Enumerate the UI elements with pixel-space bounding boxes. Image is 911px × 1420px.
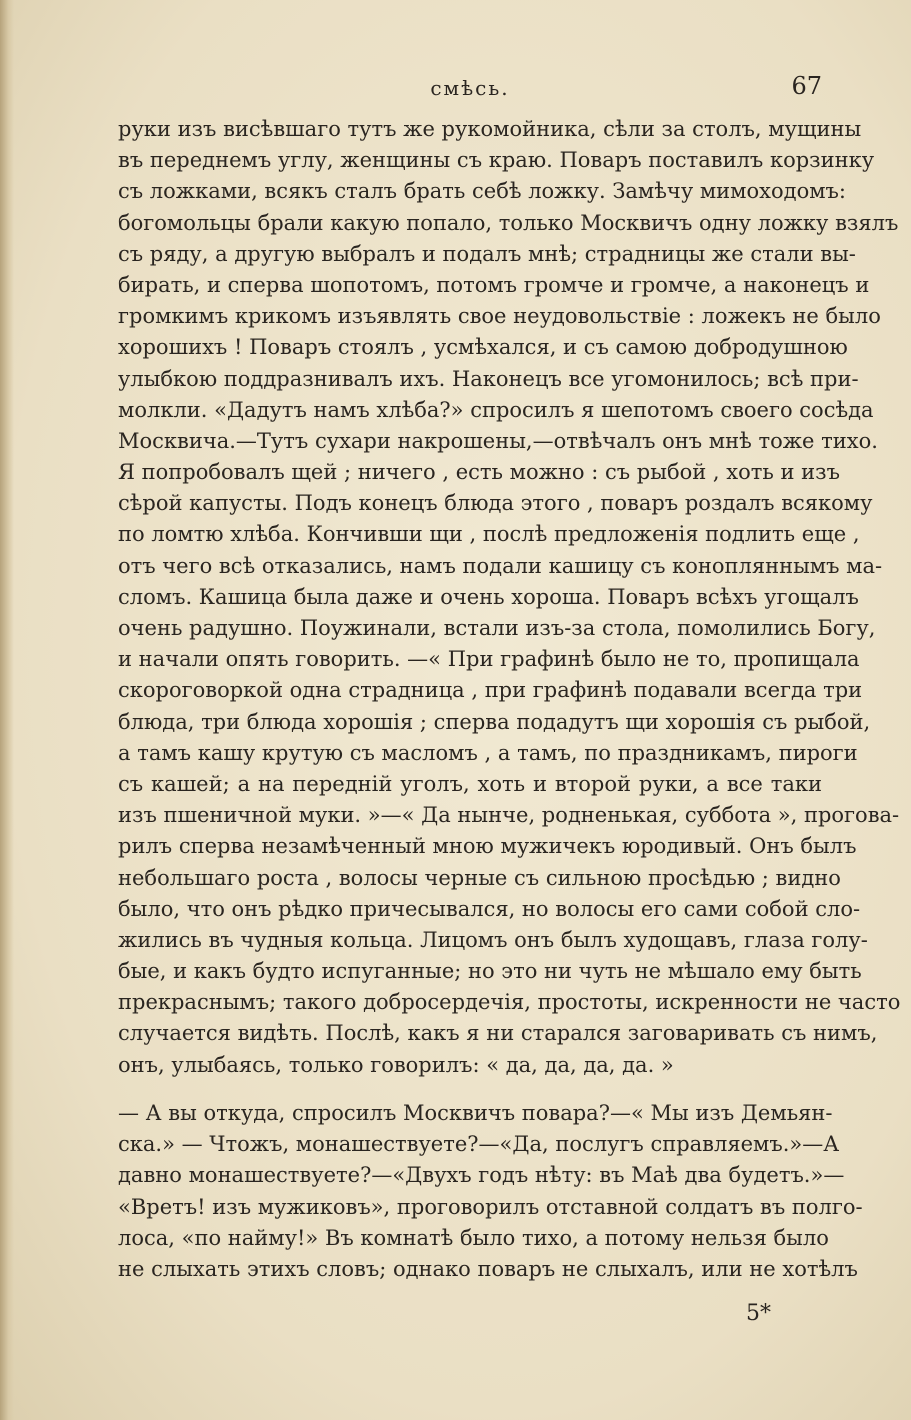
text-line: очень радушно. Поужинали, встали изъ-за стола, помолились Богу, — [118, 616, 876, 640]
text-line: давно монашествуете?—«Двухъ годъ нѣту: въ Маѣ два будетъ.»— — [118, 1163, 845, 1188]
text-line: сломъ. Кашица была даже и очень хороша. Поваръ всѣхъ угощалъ — [118, 584, 859, 609]
text-line: изъ пшеничной муки. »—« Да нынче, родненькая, суббота », прогова- — [118, 803, 900, 828]
text-line: — А вы откуда, спросилъ Москвичъ повара?—« Мы изъ Демьян- — [118, 1101, 833, 1125]
text-line: было, что онъ рѣдко причесывался, но волосы его сами собой сло- — [118, 896, 861, 921]
text-line: Я попробовалъ щей ; ничего , есть можно : съ рыбой , хоть и изъ — [118, 460, 840, 485]
page-number: 67 — [791, 72, 822, 100]
paragraph-1 — [118, 114, 901, 1081]
text-line: улыбкою поддразнивалъ ихъ. Наконецъ все угомонилось; всѣ при- — [118, 366, 859, 391]
text-line: съ ложками, всякъ сталъ брать себѣ ложку. Замѣчу мимоходомъ: — [118, 179, 846, 204]
running-title: смѣсь. — [430, 76, 510, 100]
paragraph-2 — [118, 1098, 863, 1285]
text-line: молкли. «Дадутъ намъ хлѣба?» спросилъ я шепотомъ своего сосѣда — [118, 397, 874, 422]
text-line: жились въ чудныя кольца. Лицомъ онъ былъ худощавъ, глаза голу- — [118, 927, 868, 952]
text-line: богомольцы брали какую попало, только Москвичъ одну ложку взялъ — [118, 210, 899, 235]
text-line: рилъ сперва незамѣченный мною мужичекъ юродивый. Онъ былъ — [118, 834, 857, 859]
text-line: случается видѣть. Послѣ, какъ я ни старался заговаривать съ нимъ, — [118, 1021, 878, 1046]
page-header — [118, 72, 822, 106]
text-line: не слыхать этихъ словъ; однако поваръ не слыхалъ, или не хотѣлъ — [118, 1256, 858, 1281]
text-line: отъ чего всѣ отказались, намъ подали кашицу съ конопляннымъ ма- — [118, 553, 883, 578]
text-line: съ кашей; а на передній уголъ, хоть и второй руки, а все таки — [118, 771, 822, 796]
text-line: хорошихъ ! Поваръ стоялъ , усмѣхался, и съ самою добродушною — [118, 335, 848, 360]
signature-mark: 5* — [746, 1301, 771, 1326]
text-line: онъ, улыбаясь, только говорилъ: « да, да, да, да. » — [118, 1052, 674, 1077]
text-line: небольшаго роста , волосы черные съ сильною просѣдью ; видно — [118, 865, 841, 890]
text-line: громкимъ крикомъ изъявлять свое неудовольствіе : ложекъ не было — [118, 304, 881, 329]
text-line: блюда, три блюда хорошія ; сперва подадутъ щи хорошія съ рыбой, — [118, 709, 871, 734]
text-line: руки изъ висѣвшаго тутъ же рукомойника, сѣли за столъ, мущины — [118, 117, 862, 141]
text-line: ска.» — Чтожъ, монашествуете?—«Да, послугъ справляемъ.»—А — [118, 1132, 840, 1157]
text-line: сѣрой капусты. Подъ конецъ блюда этого , поваръ роздалъ всякому — [118, 491, 873, 516]
text-line: прекраснымъ; такого добросердечія, простоты, искренности не часто — [118, 990, 901, 1015]
text-line: скороговоркой одна страдница , при графинѣ подавали всегда три — [118, 678, 863, 703]
text-line: по ломтю хлѣба. Кончивши щи , послѣ предложенія подлить еще , — [118, 522, 860, 547]
text-line: бирать, и сперва шопотомъ, потомъ громче и громче, а наконецъ и — [118, 272, 870, 297]
text-line: лоса, «по найму!» Въ комнатѣ было тихо, а потому нельзя было — [118, 1225, 829, 1250]
text-line: и начали опять говорить. —« При графинѣ было не то, пропищала — [118, 647, 860, 672]
text-line: бые, и какъ будто испуганные; но это ни чуть не мѣшало ему быть — [118, 959, 862, 984]
text-line: Москвича.—Тутъ сухари накрошены,—отвѣчалъ онъ мнѣ тоже тихо. — [118, 428, 878, 453]
text-line: съ ряду, а другую выбралъ и подалъ мнѣ; страдницы же стали вы- — [118, 241, 856, 266]
page-spine-shadow — [0, 0, 14, 1420]
text-line: въ переднемъ углу, женщины съ краю. Поваръ поставилъ корзинку — [118, 148, 875, 173]
text-line: а тамъ кашу крутую съ масломъ , а тамъ, по праздникамъ, пироги — [118, 740, 858, 765]
text-line: «Вретъ! изъ мужиковъ», проговорилъ отставной солдатъ въ полго- — [118, 1194, 863, 1219]
